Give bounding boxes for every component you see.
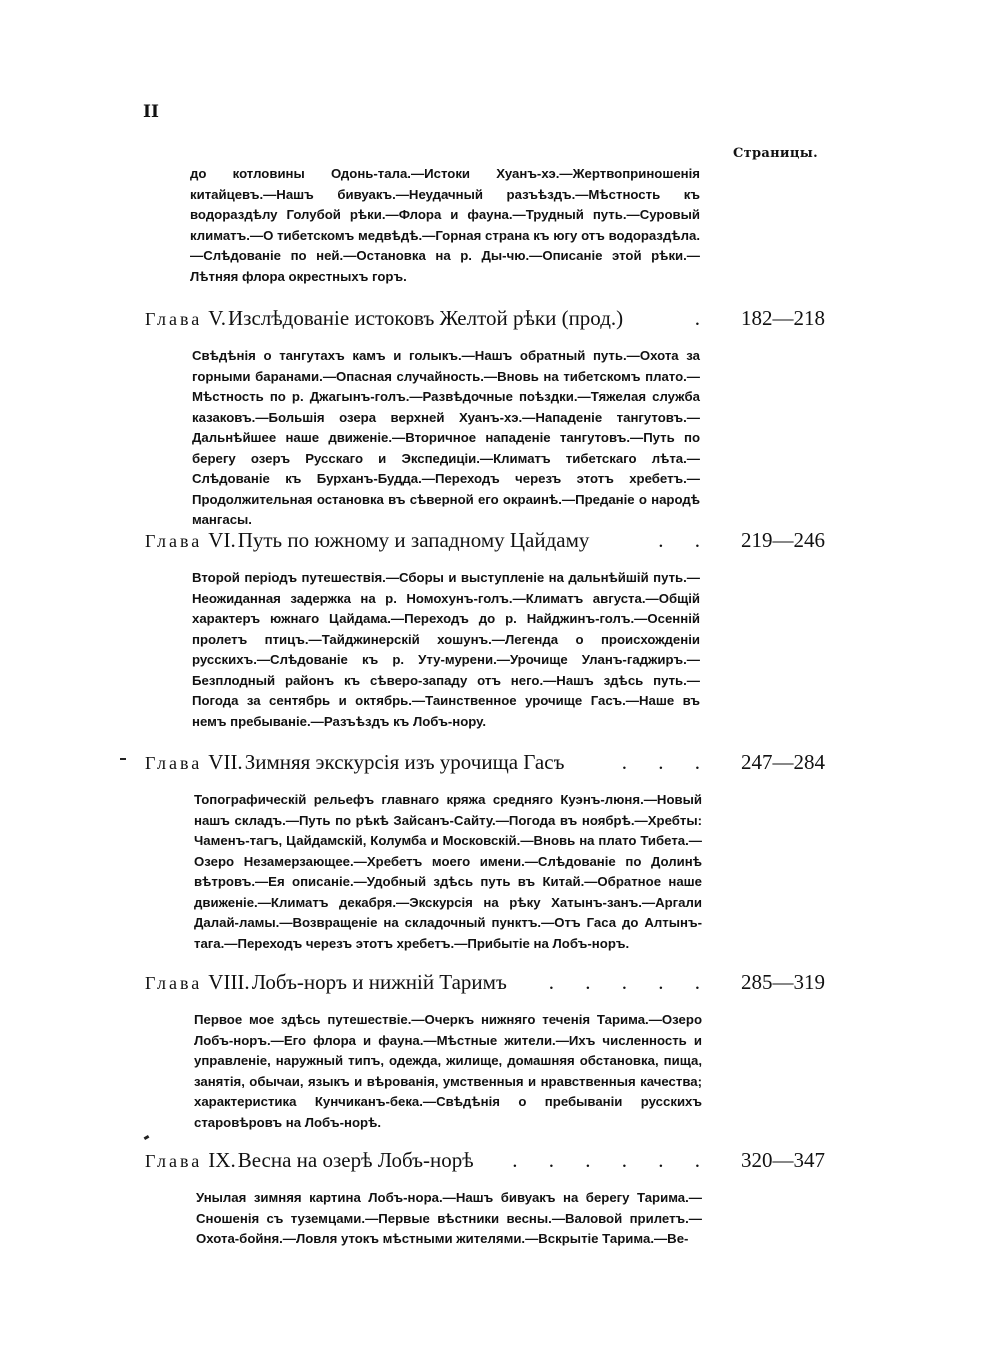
page-number: II — [143, 102, 159, 122]
stray-mark — [144, 1135, 150, 1140]
chapter-page-range: 219—246 — [741, 528, 825, 552]
chapter-page-range: 247—284 — [741, 750, 825, 774]
chapter-numeral: VII. — [208, 750, 243, 774]
chapter-7-summary: Топографическій рельефъ главнаго кряжа средняго Куэнъ-люня.—Новый нашъ складъ.—Путь по рѣкѣ Зайсанъ-Сайту.—Погода въ ноябрѣ.—Хребты: Чаменъ-тагъ, Цайдамскій, Колумба и Московскій.—Вновь на плато Тибета.—Озеро Незамерзающее.—Хребетъ моего имени.—Слѣдованіе по Долинѣ вѣтровъ.—Ея описаніе.—Удобный здѣсь путь въ Китай.—Обратное наше движеніе.—Климатъ декабря.—Экскурсія на рѣку Хатынъ-занъ.—Аргали Далай-ламы.—Возвращеніе на складочный пунктъ.—Отъ Гаса до Алтынъ-тага.—Переходъ черезъ этотъ хребетъ.—Прибытіе на Лобъ-норъ. — [194, 792, 702, 951]
chapter-title: Путь по южному и западному Цайдаму — [237, 528, 590, 552]
chapter-label: Глава — [145, 309, 203, 329]
chapter-page-range: 182—218 — [741, 306, 825, 330]
pages-column-header: Страницы. — [733, 146, 818, 161]
chapter-leader-dots: . . . . . — [548, 970, 713, 994]
chapter-title: Весна на озерѣ Лобъ-норѣ — [237, 1148, 474, 1172]
chapter-8-summary: Первое мое здѣсь путешествіе.—Очеркъ нижняго теченія Тарима.—Озеро Лобъ-норъ.—Его флора и фауна.—Мѣстные жители.—Ихъ численность и управленіе, наружный типъ, одежда, жилище, домашняя обстановка, пища, занятія, обычаи, языкъ и вѣрованія, умственныя и нравственныя качества; характеристика Кунчиканъ-бека.—Свѣдѣнія о пребываніи русскихъ старовѣровъ на Лобъ-норѣ. — [194, 1012, 702, 1130]
chapter-6-summary: Второй періодъ путешествія.—Сборы и выступленіе на дальнѣйшій путь.—Неожиданная задержка на р. Номохунъ-голъ.—Климатъ августа.—Общій характеръ южнаго Цайдама.—Переходъ до р. Найджинъ-голъ.—Осенній пролетъ птицъ.—Тайджинерскій хошунъ.—Легенда о происхожденіи русскихъ.—Слѣдованіе къ р. Уту-мурени.—Урочище Уланъ-гаджиръ.—Безплодный районъ къ сѣверо-западу отъ него.—Нашъ здѣсь путь.—Погода за сентябрь и октябрь.—Таинственное урочище Гасъ.—Наше въ немъ пребываніе.—Разъѣздъ къ Лобъ-нору. — [192, 570, 700, 729]
stray-mark — [120, 758, 126, 760]
chapter-label: Глава — [145, 973, 203, 993]
chapter-numeral: VI. — [208, 528, 236, 552]
intro-summary: до котловины Одонь-тала.—Истоки Хуанъ-хэ.—Жертвоприношенія китайцевъ.—Нашъ бивуакъ.—Неудачный разъѣздъ.—Мѣстность къ водораздѣлу Голубой рѣки.—Флора и фауна.—Трудный путь.—Суровый климатъ.—О тибетскомъ медвѣдѣ.—Горная страна къ югу отъ водораздѣла.—Слѣдованіе по ней.—Остановка на р. Ды-чю.—Описаніе этой рѣки.—Лѣтняя флора окрестныхъ горъ. — [190, 166, 700, 284]
chapter-leader-dots: . . — [658, 528, 713, 552]
chapter-page-range: 285—319 — [741, 970, 825, 994]
chapter-5-summary: Свѣдѣнія о тангутахъ камъ и голыкъ.—Нашъ обратный путь.—Охота за горными баранами.—Опасная случайность.—Вновь на тибетскомъ плато.—Мѣстность по р. Джагынъ-голъ.—Развѣдочные поѣздки.—Тяжелая служба казаковъ.—Большія озера верхней Хуанъ-хэ.—Нападеніе тангутовъ.—Дальнѣйшее наше движеніе.—Вторичное нападеніе тангутовъ.—Путь по берегу озеръ Русскаго и Экспедиціи.—Климатъ тибетскаго лѣта.—Слѣдованіе къ Бурханъ-Будда.—Переходъ черезъ этотъ хребетъ.—Продолжительная остановка въ сѣверной его окраинѣ.—Преданіе о народѣ мангасы. — [192, 348, 700, 527]
chapter-numeral: VIII. — [208, 970, 250, 994]
chapter-title: Изслѣдованіе истоковъ Желтой рѣки (прод.) — [228, 306, 624, 330]
chapter-page-range: 320—347 — [741, 1148, 825, 1172]
chapter-numeral: V. — [208, 306, 226, 330]
chapter-title: Зимняя экскурсія изъ урочища Гасъ — [244, 750, 565, 774]
chapter-label: Глава — [145, 1151, 203, 1171]
chapter-5-heading — [145, 306, 825, 336]
chapter-leader-dots: . . . . . . — [512, 1148, 713, 1172]
chapter-9-summary: Унылая зимняя картина Лобъ-нора.—Нашъ бивуакъ на берегу Тарима.—Сношенія съ туземцами.—Первые вѣстники весны.—Валовой прилетъ.—Охота-бойня.—Ловля утокъ мѣстными жителями.—Вскрытіе Тарима.—Ве- — [196, 1190, 702, 1246]
chapter-9-heading — [145, 1148, 825, 1178]
chapter-7-heading — [145, 750, 825, 780]
chapter-numeral: IX. — [208, 1148, 236, 1172]
chapter-label: Глава — [145, 531, 203, 551]
chapter-label: Глава — [145, 753, 203, 773]
chapter-6-heading — [145, 528, 825, 558]
chapter-8-heading — [145, 970, 825, 1000]
chapter-leader-dots: . — [694, 306, 713, 330]
chapter-leader-dots: . . . — [621, 750, 713, 774]
chapter-title: Лобъ-норъ и нижній Таримъ — [251, 970, 507, 994]
